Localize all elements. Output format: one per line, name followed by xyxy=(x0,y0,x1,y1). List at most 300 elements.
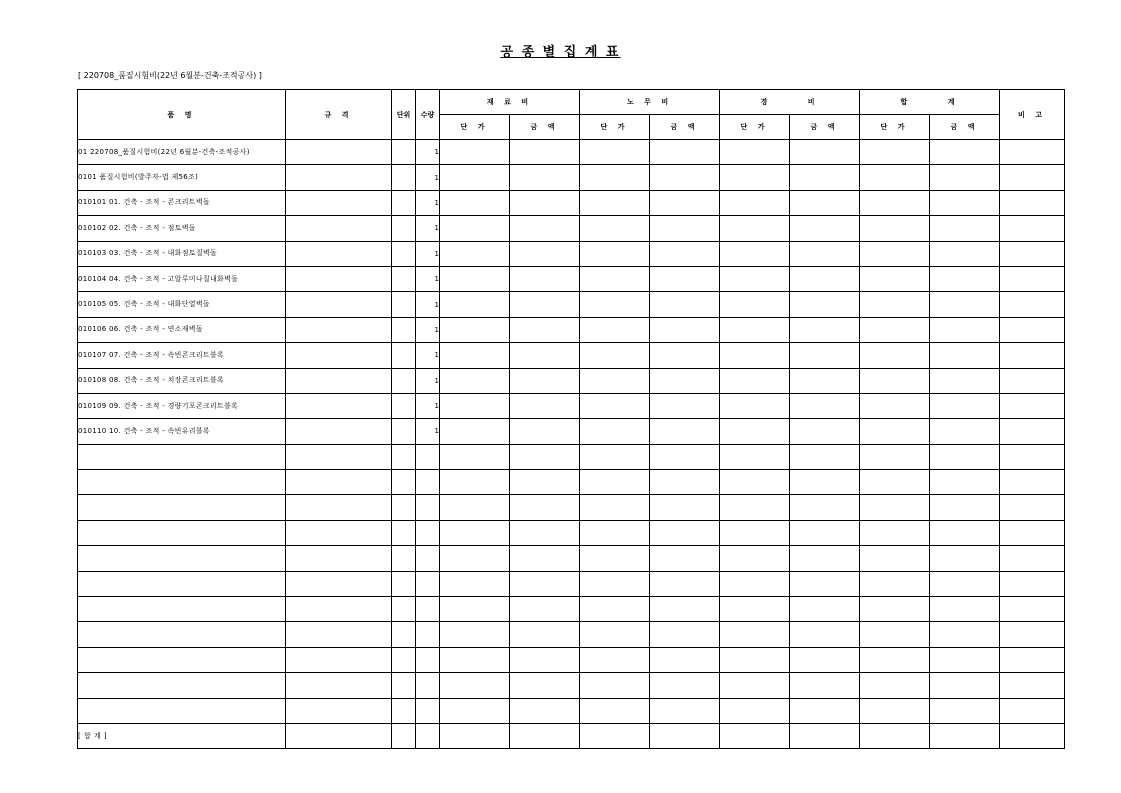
total-row-label: [ 합 계 ] xyxy=(78,723,286,748)
expense-amount-cell xyxy=(790,190,860,215)
unit-cell xyxy=(392,419,416,444)
qty-cell xyxy=(416,647,440,672)
total-unit-price-cell xyxy=(860,368,930,393)
total-row-cell xyxy=(1000,723,1065,748)
table-row xyxy=(78,292,1065,317)
header-labor: 노 무 비 xyxy=(580,90,720,115)
table-row xyxy=(78,190,1065,215)
item-name-cell xyxy=(78,698,286,723)
total-amount-cell xyxy=(930,190,1000,215)
labor-amount-cell xyxy=(650,571,720,596)
total-amount-cell xyxy=(930,698,1000,723)
qty-cell xyxy=(416,673,440,698)
spec-cell xyxy=(286,241,392,266)
table-row xyxy=(78,393,1065,418)
expense-amount-cell xyxy=(790,444,860,469)
item-name-cell xyxy=(78,622,286,647)
qty-cell: 1 xyxy=(416,419,440,444)
material-amount-cell xyxy=(510,266,580,291)
unit-cell xyxy=(392,571,416,596)
labor-unit-price-cell xyxy=(580,571,650,596)
labor-amount-cell xyxy=(650,622,720,647)
total-unit-price-cell xyxy=(860,698,930,723)
total-unit-price-cell xyxy=(860,470,930,495)
material-amount-cell xyxy=(510,140,580,165)
expense-unit-price-cell xyxy=(720,317,790,342)
total-unit-price-cell xyxy=(860,317,930,342)
expense-unit-price-cell xyxy=(720,266,790,291)
header-total: 합 계 xyxy=(860,90,1000,115)
material-unit-price-cell xyxy=(440,317,510,342)
labor-unit-price-cell xyxy=(580,419,650,444)
spec-cell xyxy=(286,317,392,342)
remarks-cell xyxy=(1000,698,1065,723)
remarks-cell xyxy=(1000,317,1065,342)
item-name-cell: 010104 04. 건축 - 조적 - 고알루미나질내화벽돌 xyxy=(78,266,286,291)
spec-cell xyxy=(286,673,392,698)
total-amount-cell xyxy=(930,444,1000,469)
material-unit-price-cell xyxy=(440,597,510,622)
material-amount-cell xyxy=(510,698,580,723)
labor-amount-cell xyxy=(650,216,720,241)
item-name-cell: 010107 07. 건축 - 조적 - 속빈콘크리트블록 xyxy=(78,343,286,368)
summary-table xyxy=(77,89,1065,749)
labor-amount-cell xyxy=(650,673,720,698)
total-amount-cell xyxy=(930,266,1000,291)
expense-unit-price-cell xyxy=(720,216,790,241)
labor-unit-price-cell xyxy=(580,216,650,241)
labor-unit-price-cell xyxy=(580,622,650,647)
qty-cell xyxy=(416,520,440,545)
expense-amount-cell xyxy=(790,241,860,266)
unit-cell xyxy=(392,470,416,495)
expense-unit-price-cell xyxy=(720,622,790,647)
labor-amount-cell xyxy=(650,698,720,723)
qty-cell xyxy=(416,444,440,469)
expense-unit-price-cell xyxy=(720,343,790,368)
total-unit-price-cell xyxy=(860,622,930,647)
expense-amount-cell xyxy=(790,266,860,291)
labor-amount-cell xyxy=(650,343,720,368)
expense-amount-cell xyxy=(790,597,860,622)
qty-cell: 1 xyxy=(416,393,440,418)
expense-amount-cell xyxy=(790,165,860,190)
header-total-amount: 금 액 xyxy=(930,115,1000,140)
header-row-1 xyxy=(78,90,1065,115)
total-amount-cell xyxy=(930,673,1000,698)
header-expense: 경 비 xyxy=(720,90,860,115)
total-amount-cell xyxy=(930,393,1000,418)
total-unit-price-cell xyxy=(860,444,930,469)
qty-cell xyxy=(416,470,440,495)
spec-cell xyxy=(286,419,392,444)
table-row xyxy=(78,444,1065,469)
table-row xyxy=(78,140,1065,165)
spec-cell xyxy=(286,647,392,672)
material-unit-price-cell xyxy=(440,241,510,266)
item-name-cell xyxy=(78,520,286,545)
labor-unit-price-cell xyxy=(580,266,650,291)
item-name-cell: 010105 05. 건축 - 조적 - 내화단열벽돌 xyxy=(78,292,286,317)
total-unit-price-cell xyxy=(860,520,930,545)
item-name-cell xyxy=(78,444,286,469)
unit-cell xyxy=(392,698,416,723)
total-amount-cell xyxy=(930,647,1000,672)
total-amount-cell xyxy=(930,546,1000,571)
unit-cell xyxy=(392,647,416,672)
header-material: 재 료 비 xyxy=(440,90,580,115)
expense-amount-cell xyxy=(790,140,860,165)
spec-cell xyxy=(286,343,392,368)
table-row xyxy=(78,470,1065,495)
labor-amount-cell xyxy=(650,393,720,418)
item-name-cell xyxy=(78,647,286,672)
table-row xyxy=(78,520,1065,545)
labor-unit-price-cell xyxy=(580,495,650,520)
material-amount-cell xyxy=(510,368,580,393)
expense-amount-cell xyxy=(790,495,860,520)
spec-cell xyxy=(286,266,392,291)
spec-cell xyxy=(286,292,392,317)
expense-unit-price-cell xyxy=(720,698,790,723)
total-amount-cell xyxy=(930,571,1000,596)
total-row-cell xyxy=(416,723,440,748)
material-amount-cell xyxy=(510,546,580,571)
header-labor-amount: 금 액 xyxy=(650,115,720,140)
header-name: 품 명 xyxy=(78,90,286,140)
labor-unit-price-cell xyxy=(580,165,650,190)
material-unit-price-cell xyxy=(440,546,510,571)
material-amount-cell xyxy=(510,647,580,672)
header-expense-amount: 금 액 xyxy=(790,115,860,140)
material-unit-price-cell xyxy=(440,647,510,672)
material-amount-cell xyxy=(510,622,580,647)
spec-cell xyxy=(286,140,392,165)
unit-cell xyxy=(392,673,416,698)
spec-cell xyxy=(286,444,392,469)
item-name-cell: 010109 09. 건축 - 조적 - 경량기포콘크리트블록 xyxy=(78,393,286,418)
labor-unit-price-cell xyxy=(580,317,650,342)
qty-cell: 1 xyxy=(416,368,440,393)
total-row-cell xyxy=(790,723,860,748)
item-name-cell: 010108 08. 건축 - 조적 - 치장콘크리트블록 xyxy=(78,368,286,393)
header-remarks: 비 고 xyxy=(1000,90,1065,140)
header-unit: 단위 xyxy=(392,90,416,140)
unit-cell xyxy=(392,368,416,393)
material-amount-cell xyxy=(510,165,580,190)
unit-cell xyxy=(392,190,416,215)
expense-unit-price-cell xyxy=(720,368,790,393)
total-amount-cell xyxy=(930,368,1000,393)
remarks-cell xyxy=(1000,266,1065,291)
labor-unit-price-cell xyxy=(580,444,650,469)
labor-unit-price-cell xyxy=(580,190,650,215)
remarks-cell xyxy=(1000,673,1065,698)
qty-cell xyxy=(416,698,440,723)
labor-unit-price-cell xyxy=(580,292,650,317)
labor-unit-price-cell xyxy=(580,698,650,723)
table-body xyxy=(78,140,1065,749)
total-amount-cell xyxy=(930,216,1000,241)
spec-cell xyxy=(286,622,392,647)
material-unit-price-cell xyxy=(440,673,510,698)
total-row-cell xyxy=(650,723,720,748)
item-name-cell xyxy=(78,546,286,571)
labor-amount-cell xyxy=(650,368,720,393)
table-row xyxy=(78,546,1065,571)
remarks-cell xyxy=(1000,520,1065,545)
material-unit-price-cell xyxy=(440,266,510,291)
qty-cell: 1 xyxy=(416,266,440,291)
item-name-cell: 010101 01. 건축 - 조적 - 콘크리트벽돌 xyxy=(78,190,286,215)
expense-unit-price-cell xyxy=(720,597,790,622)
expense-unit-price-cell xyxy=(720,495,790,520)
item-name-cell xyxy=(78,597,286,622)
table-row xyxy=(78,317,1065,342)
total-unit-price-cell xyxy=(860,546,930,571)
remarks-cell xyxy=(1000,495,1065,520)
total-unit-price-cell xyxy=(860,165,930,190)
total-amount-cell xyxy=(930,419,1000,444)
qty-cell xyxy=(416,597,440,622)
expense-amount-cell xyxy=(790,673,860,698)
table-row xyxy=(78,622,1065,647)
material-amount-cell xyxy=(510,495,580,520)
expense-unit-price-cell xyxy=(720,419,790,444)
table-row xyxy=(78,216,1065,241)
item-name-cell: 01 220708_품질시험비(22년 6월분-건축-조적공사) xyxy=(78,140,286,165)
remarks-cell xyxy=(1000,343,1065,368)
material-unit-price-cell xyxy=(440,470,510,495)
material-unit-price-cell xyxy=(440,292,510,317)
spec-cell xyxy=(286,520,392,545)
remarks-cell xyxy=(1000,419,1065,444)
table-row xyxy=(78,495,1065,520)
spec-cell xyxy=(286,190,392,215)
table-row xyxy=(78,266,1065,291)
total-unit-price-cell xyxy=(860,241,930,266)
labor-amount-cell xyxy=(650,444,720,469)
labor-unit-price-cell xyxy=(580,520,650,545)
unit-cell xyxy=(392,292,416,317)
remarks-cell xyxy=(1000,444,1065,469)
qty-cell: 1 xyxy=(416,241,440,266)
item-name-cell: 010103 03. 건축 - 조적 - 내화점토질벽돌 xyxy=(78,241,286,266)
material-unit-price-cell xyxy=(440,495,510,520)
total-unit-price-cell xyxy=(860,190,930,215)
labor-amount-cell xyxy=(650,470,720,495)
spec-cell xyxy=(286,597,392,622)
total-row-cell xyxy=(930,723,1000,748)
expense-unit-price-cell xyxy=(720,393,790,418)
total-unit-price-cell xyxy=(860,393,930,418)
remarks-cell xyxy=(1000,597,1065,622)
expense-unit-price-cell xyxy=(720,520,790,545)
unit-cell xyxy=(392,266,416,291)
qty-cell xyxy=(416,546,440,571)
expense-unit-price-cell xyxy=(720,292,790,317)
table-row xyxy=(78,343,1065,368)
table-row xyxy=(78,673,1065,698)
table-row xyxy=(78,597,1065,622)
item-name-cell: 010110 10. 건축 - 조적 - 속빈유리블록 xyxy=(78,419,286,444)
item-name-cell: 0101 품질시험비(발주자-법 제56조) xyxy=(78,165,286,190)
material-amount-cell xyxy=(510,216,580,241)
expense-unit-price-cell xyxy=(720,444,790,469)
total-amount-cell xyxy=(930,140,1000,165)
qty-cell: 1 xyxy=(416,343,440,368)
expense-unit-price-cell xyxy=(720,647,790,672)
labor-amount-cell xyxy=(650,597,720,622)
material-amount-cell xyxy=(510,673,580,698)
material-amount-cell xyxy=(510,470,580,495)
spec-cell xyxy=(286,393,392,418)
labor-amount-cell xyxy=(650,317,720,342)
total-unit-price-cell xyxy=(860,292,930,317)
expense-amount-cell xyxy=(790,698,860,723)
total-row xyxy=(78,723,1065,748)
qty-cell: 1 xyxy=(416,190,440,215)
spec-cell xyxy=(286,470,392,495)
total-row-cell xyxy=(580,723,650,748)
total-amount-cell xyxy=(930,520,1000,545)
expense-unit-price-cell xyxy=(720,140,790,165)
unit-cell xyxy=(392,343,416,368)
item-name-cell xyxy=(78,470,286,495)
labor-unit-price-cell xyxy=(580,241,650,266)
labor-unit-price-cell xyxy=(580,470,650,495)
material-unit-price-cell xyxy=(440,520,510,545)
header-spec: 규 격 xyxy=(286,90,392,140)
total-row-cell xyxy=(440,723,510,748)
material-unit-price-cell xyxy=(440,444,510,469)
labor-amount-cell xyxy=(650,419,720,444)
total-unit-price-cell xyxy=(860,140,930,165)
material-amount-cell xyxy=(510,393,580,418)
material-unit-price-cell xyxy=(440,622,510,647)
remarks-cell xyxy=(1000,216,1065,241)
material-amount-cell xyxy=(510,343,580,368)
total-row-cell xyxy=(860,723,930,748)
total-unit-price-cell xyxy=(860,571,930,596)
material-amount-cell xyxy=(510,317,580,342)
qty-cell xyxy=(416,571,440,596)
total-amount-cell xyxy=(930,622,1000,647)
labor-amount-cell xyxy=(650,647,720,672)
expense-amount-cell xyxy=(790,317,860,342)
total-amount-cell xyxy=(930,495,1000,520)
total-unit-price-cell xyxy=(860,495,930,520)
expense-amount-cell xyxy=(790,292,860,317)
labor-unit-price-cell xyxy=(580,368,650,393)
remarks-cell xyxy=(1000,647,1065,672)
total-unit-price-cell xyxy=(860,673,930,698)
expense-amount-cell xyxy=(790,520,860,545)
qty-cell: 1 xyxy=(416,292,440,317)
expense-unit-price-cell xyxy=(720,571,790,596)
material-amount-cell xyxy=(510,520,580,545)
unit-cell xyxy=(392,622,416,647)
total-row-cell xyxy=(392,723,416,748)
qty-cell: 1 xyxy=(416,216,440,241)
remarks-cell xyxy=(1000,546,1065,571)
header-labor-unit-price: 단 가 xyxy=(580,115,650,140)
material-amount-cell xyxy=(510,419,580,444)
total-row-cell xyxy=(510,723,580,748)
labor-amount-cell xyxy=(650,292,720,317)
remarks-cell xyxy=(1000,470,1065,495)
labor-unit-price-cell xyxy=(580,597,650,622)
labor-unit-price-cell xyxy=(580,393,650,418)
remarks-cell xyxy=(1000,393,1065,418)
remarks-cell xyxy=(1000,368,1065,393)
item-name-cell: 010106 06. 건축 - 조적 - 연소재벽돌 xyxy=(78,317,286,342)
spec-cell xyxy=(286,216,392,241)
expense-unit-price-cell xyxy=(720,470,790,495)
spec-cell xyxy=(286,368,392,393)
total-unit-price-cell xyxy=(860,216,930,241)
labor-unit-price-cell xyxy=(580,343,650,368)
expense-amount-cell xyxy=(790,419,860,444)
labor-unit-price-cell xyxy=(580,647,650,672)
material-unit-price-cell xyxy=(440,368,510,393)
table-row xyxy=(78,419,1065,444)
expense-unit-price-cell xyxy=(720,546,790,571)
material-unit-price-cell xyxy=(440,393,510,418)
qty-cell xyxy=(416,622,440,647)
material-unit-price-cell xyxy=(440,190,510,215)
material-amount-cell xyxy=(510,241,580,266)
header-qty: 수량 xyxy=(416,90,440,140)
expense-unit-price-cell xyxy=(720,673,790,698)
unit-cell xyxy=(392,444,416,469)
material-unit-price-cell xyxy=(440,216,510,241)
total-amount-cell xyxy=(930,241,1000,266)
material-amount-cell xyxy=(510,597,580,622)
remarks-cell xyxy=(1000,292,1065,317)
labor-amount-cell xyxy=(650,190,720,215)
total-unit-price-cell xyxy=(860,343,930,368)
labor-amount-cell xyxy=(650,546,720,571)
expense-amount-cell xyxy=(790,343,860,368)
material-unit-price-cell xyxy=(440,698,510,723)
table-row xyxy=(78,368,1065,393)
material-amount-cell xyxy=(510,571,580,596)
expense-amount-cell xyxy=(790,393,860,418)
labor-unit-price-cell xyxy=(580,673,650,698)
remarks-cell xyxy=(1000,622,1065,647)
unit-cell xyxy=(392,140,416,165)
item-name-cell xyxy=(78,673,286,698)
expense-unit-price-cell xyxy=(720,190,790,215)
spec-cell xyxy=(286,698,392,723)
unit-cell xyxy=(392,520,416,545)
labor-amount-cell xyxy=(650,165,720,190)
table-row xyxy=(78,241,1065,266)
labor-amount-cell xyxy=(650,266,720,291)
table-row xyxy=(78,571,1065,596)
unit-cell xyxy=(392,495,416,520)
expense-amount-cell xyxy=(790,368,860,393)
table-row xyxy=(78,165,1065,190)
total-row-cell xyxy=(286,723,392,748)
item-name-cell xyxy=(78,571,286,596)
material-amount-cell xyxy=(510,444,580,469)
labor-unit-price-cell xyxy=(580,546,650,571)
table-row xyxy=(78,698,1065,723)
unit-cell xyxy=(392,241,416,266)
expense-amount-cell xyxy=(790,216,860,241)
